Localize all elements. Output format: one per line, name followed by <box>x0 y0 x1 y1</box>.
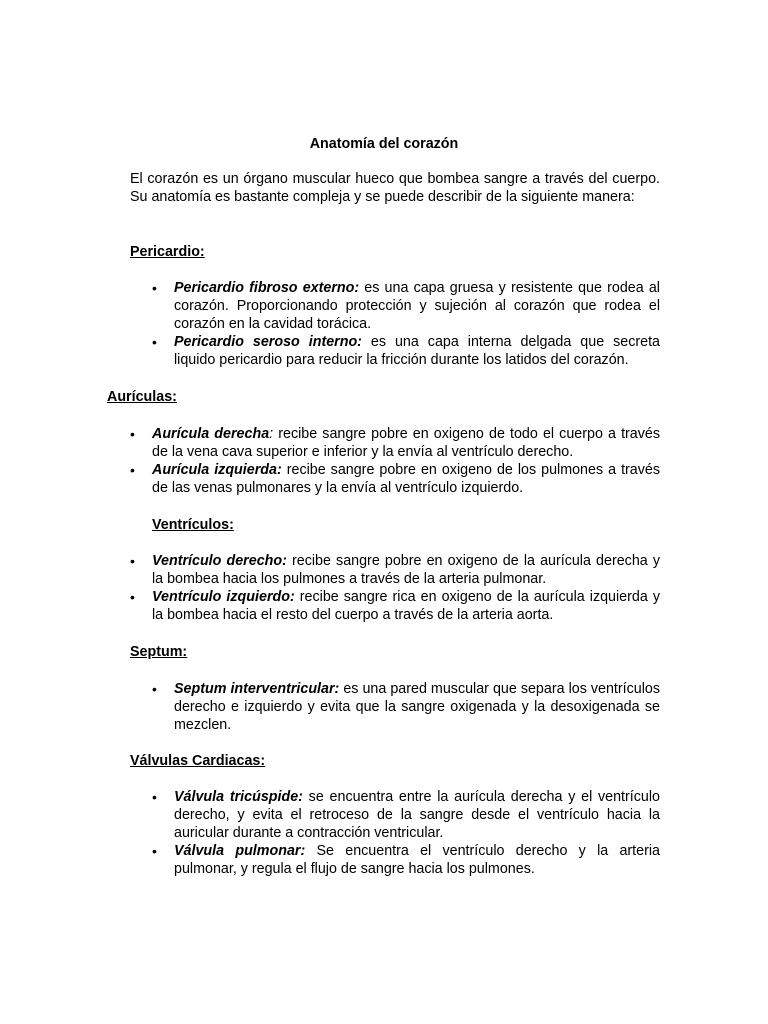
bullet-icon: • <box>152 843 157 859</box>
item-text: recibe sangre rica en oxigeno de la aurícula izquierda y la bombea hacia el resto del cuerpo a través de la arteria aorta. <box>152 589 660 623</box>
intro-paragraph: El corazón es un órgano muscular hueco que bombea sangre a través del cuerpo. Su anatomía es bastante compleja y se puede describir de la siguiente manera: <box>130 171 660 205</box>
bullet-icon: • <box>152 681 157 697</box>
bullet-icon: • <box>130 553 135 569</box>
list-item <box>152 680 660 734</box>
item-term: Pericardio fibroso externo: <box>174 280 360 296</box>
item-text: se encuentra entre la aurícula derecha y el ventrículo derecho, y evita el retroceso de la sangre desde el ventrículo hacia la auricular durante a contracción ventricular. <box>174 789 660 841</box>
list-item <box>152 333 660 369</box>
list-auriculas <box>130 425 660 497</box>
item-text: es una capa interna delgada que secreta liquido pericardio para reducir la fricción durante los latidos del corazón. <box>174 334 660 368</box>
item-text: recibe sangre pobre en oxigeno de la aurícula derecha y la bombea hacia los pulmones a través de la arteria pulmonar. <box>152 553 660 587</box>
list-pericardio <box>152 279 660 369</box>
item-text: es una capa gruesa y resistente que rodea al corazón. Proporcionando protección y sujeción al corazón que rodea el corazón en la cavidad torácica. <box>174 280 660 332</box>
item-term: Aurícula derecha <box>152 426 270 442</box>
item-text: recibe sangre pobre en oxigeno de los pulmones a través de las venas pulmonares y la envía al ventrículo izquierdo. <box>152 462 660 496</box>
bullet-icon: • <box>130 462 135 478</box>
bullet-icon: • <box>152 280 157 296</box>
list-item <box>130 588 660 624</box>
item-term: Pericardio seroso interno: <box>174 334 362 350</box>
heading-septum: Septum: <box>130 644 188 660</box>
heading-auriculas: Aurículas: <box>107 389 177 405</box>
list-item <box>152 788 660 842</box>
list-item <box>152 842 660 878</box>
bullet-icon: • <box>130 426 135 442</box>
list-item <box>152 279 660 333</box>
item-term: Ventrículo derecho: <box>152 553 287 569</box>
item-text: recibe sangre pobre en oxigeno de todo el cuerpo a través de la vena cava superior e inferior y la envía al ventrículo derecho. <box>152 426 660 460</box>
item-term: Aurícula izquierda: <box>152 462 282 478</box>
list-septum <box>152 680 660 734</box>
bullet-icon: • <box>152 789 157 805</box>
item-term: Ventrículo izquierdo: <box>152 589 295 605</box>
list-item <box>130 552 660 588</box>
list-valvulas <box>152 788 660 878</box>
item-term-suffix: : <box>269 426 274 442</box>
list-item <box>130 461 660 497</box>
page-title: Anatomía del corazón <box>309 136 459 152</box>
item-text: es una pared muscular que separa los ventrículos derecho e izquierdo y evita que la sangre oxigenada y la desoxigenada se mezclen. <box>174 681 660 733</box>
bullet-icon: • <box>152 334 157 350</box>
item-text: Se encuentra el ventrículo derecho y la arteria pulmonar, y regula el flujo de sangre hacia los pulmones. <box>174 843 660 877</box>
heading-valvulas: Válvulas Cardiacas: <box>130 753 266 769</box>
item-term: Válvula tricúspide: <box>174 789 303 805</box>
bullet-icon: • <box>130 589 135 605</box>
heading-ventriculos: Ventrículos: <box>152 517 234 533</box>
list-item <box>130 425 660 461</box>
list-ventriculos <box>130 552 660 624</box>
item-term: Válvula pulmonar: <box>174 843 306 859</box>
heading-pericardio: Pericardio: <box>130 244 205 260</box>
item-term: Septum interventricular: <box>174 681 340 697</box>
